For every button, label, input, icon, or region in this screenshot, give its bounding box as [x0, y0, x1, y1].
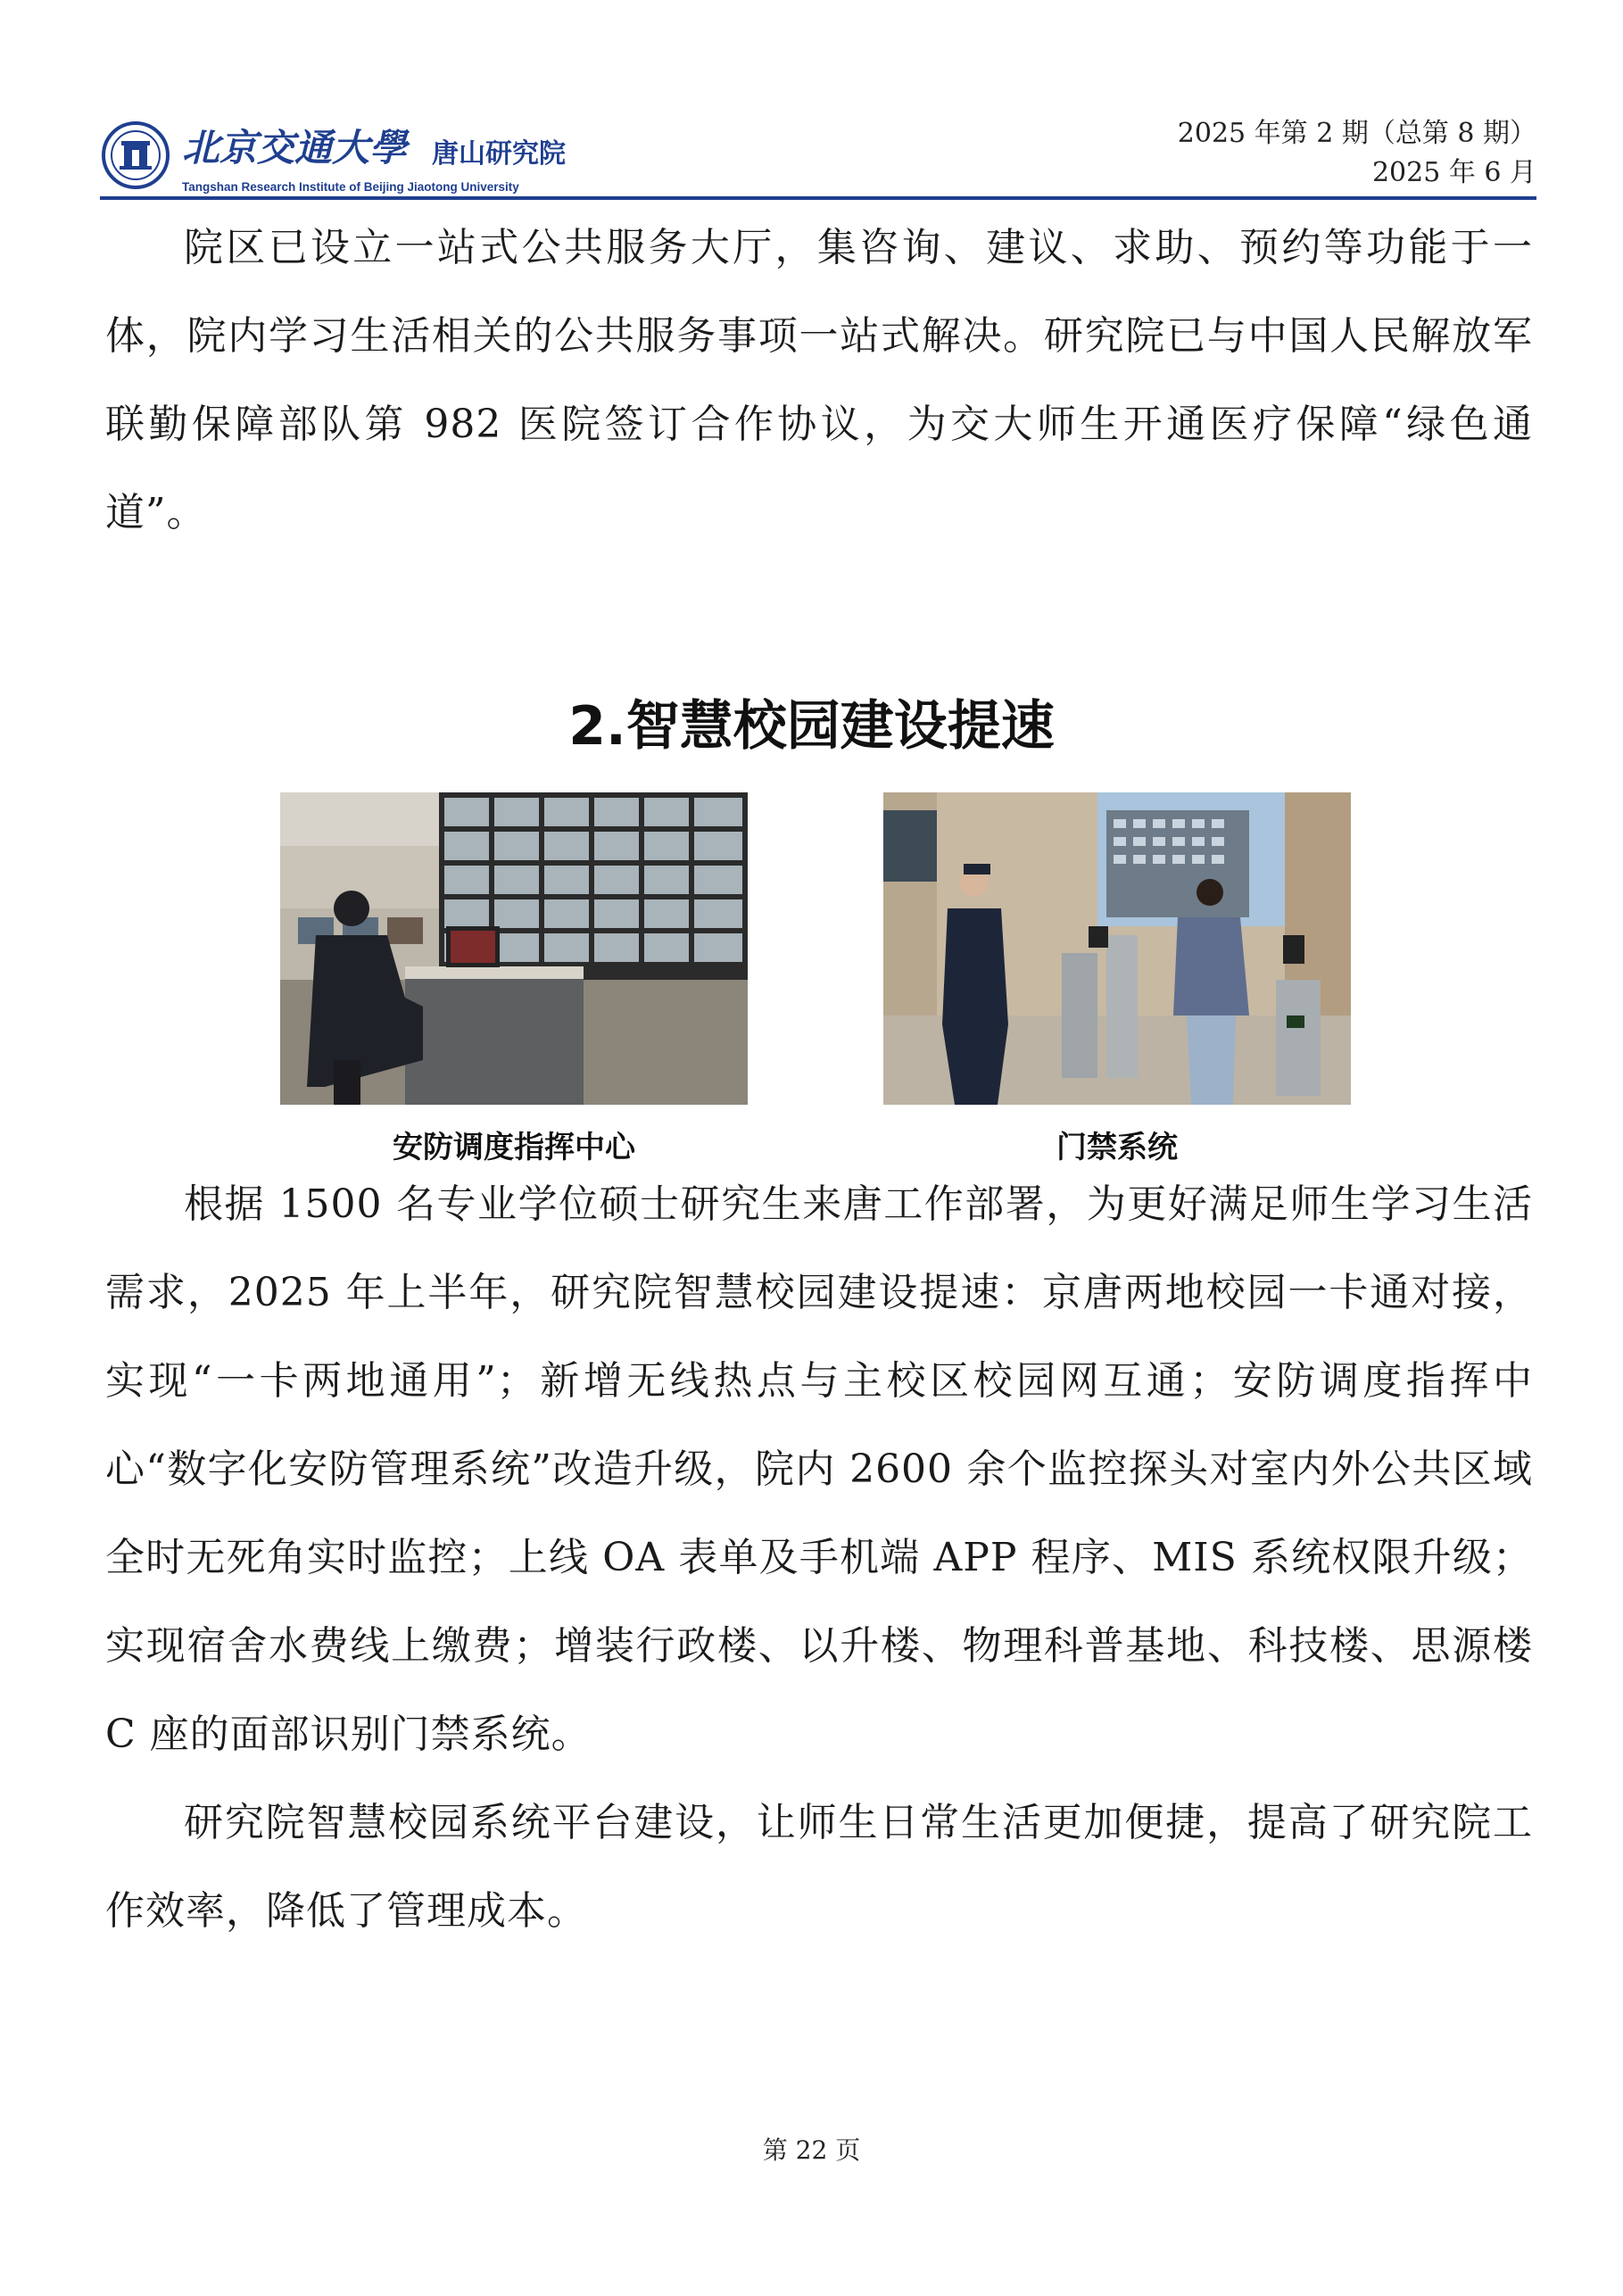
svg-text:Tangshan Research Institute of: Tangshan Research Institute of Beijing Jiaotong University	[182, 180, 519, 194]
issue-number: 2025 年第 2 期（总第 8 期）	[1177, 118, 1536, 149]
page-number: 第 22 页	[762, 2135, 861, 2165]
header-divider	[100, 196, 1536, 200]
svg-text:唐山研究院: 唐山研究院	[432, 138, 566, 170]
section-title: 2.智慧校园建设提速	[568, 695, 1055, 758]
figure-caption-security-center: 安防调度指挥中心	[393, 1130, 635, 1165]
institute-logo	[100, 114, 600, 200]
paragraph-service-hall: 院区已设立一站式公共服务大厅，集咨询、建议、求助、预约等功能于一体，院内学习生活相关的公共服务事项一站式解决。研究院已与中国人民解放军联勤保障部队第 982 医院签订合作协议，为交大师生开通医疗保障“绿色通道”。	[105, 225, 1533, 535]
svg-text:北京交通大學: 北京交通大學	[182, 126, 408, 170]
paragraph-conclusion: 研究院智慧校园系统平台建设，让师生日常生活更加便捷，提高了研究院工作效率，降低了管理成本。	[105, 1800, 1533, 1934]
figure-caption-access-control: 门禁系统	[1056, 1130, 1178, 1165]
security-center-photo	[280, 792, 748, 1105]
issue-info	[1178, 114, 1536, 193]
paragraph-smart-campus: 根据 1500 名专业学位硕士研究生来唐工作部署，为更好满足师生学习生活需求，2025 年上半年，研究院智慧校园建设提速：京唐两地校园一卡通对接，实现“一卡两地通用”；新增无线热点与主校区校园网互通；安防调度指挥中心“数字化安防管理系统”改造升级，院内 2600 余个监控探头对室内外公共区域全时无死角实时监控；上线 OA 表单及手机端 APP 程序、MIS 系统权限升级；实现宿舍水费线上缴费；增装行政楼、以升楼、物理科普基地、科技楼、思源楼 C 座的面部识别门禁系统。	[105, 1181, 1533, 1757]
access-control-photo	[883, 792, 1351, 1105]
page-header	[100, 109, 1536, 205]
issue-date: 2025 年 6 月	[1371, 157, 1536, 188]
